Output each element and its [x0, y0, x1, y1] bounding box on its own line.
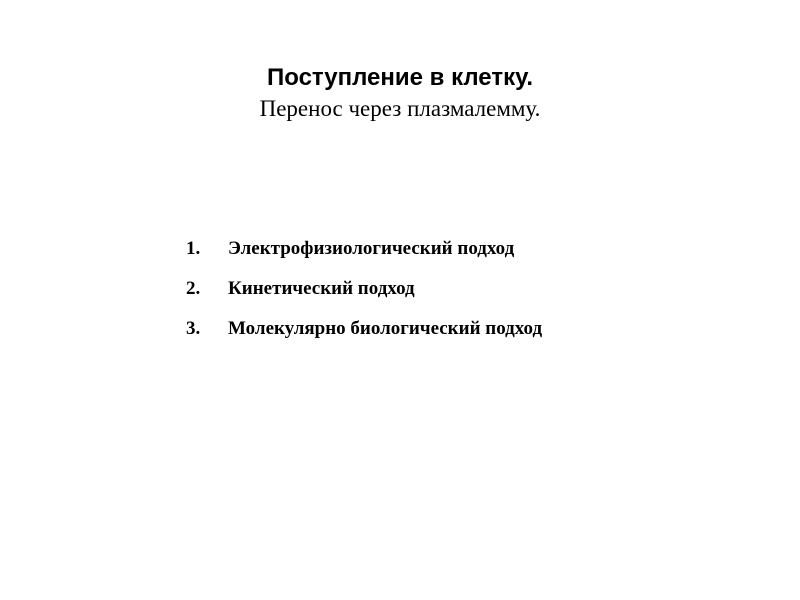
list-item-text: Электрофизиологический подход — [228, 238, 515, 259]
list-item-text: Молекулярно биологический подход — [228, 318, 543, 339]
list-item-text: Кинетический подход — [228, 278, 415, 299]
list-item-number: 3. — [186, 318, 201, 339]
list-item-number: 2. — [186, 278, 201, 299]
approach-list — [186, 236, 542, 356]
slide-title: Поступление в клетку. — [266, 64, 534, 91]
list-item-number: 1. — [186, 238, 201, 259]
slide-subtitle: Перенос через плазмалемму. — [259, 96, 541, 121]
list-item — [186, 316, 542, 342]
title-block — [0, 62, 800, 124]
list-item — [186, 276, 542, 302]
list-item — [186, 236, 542, 262]
